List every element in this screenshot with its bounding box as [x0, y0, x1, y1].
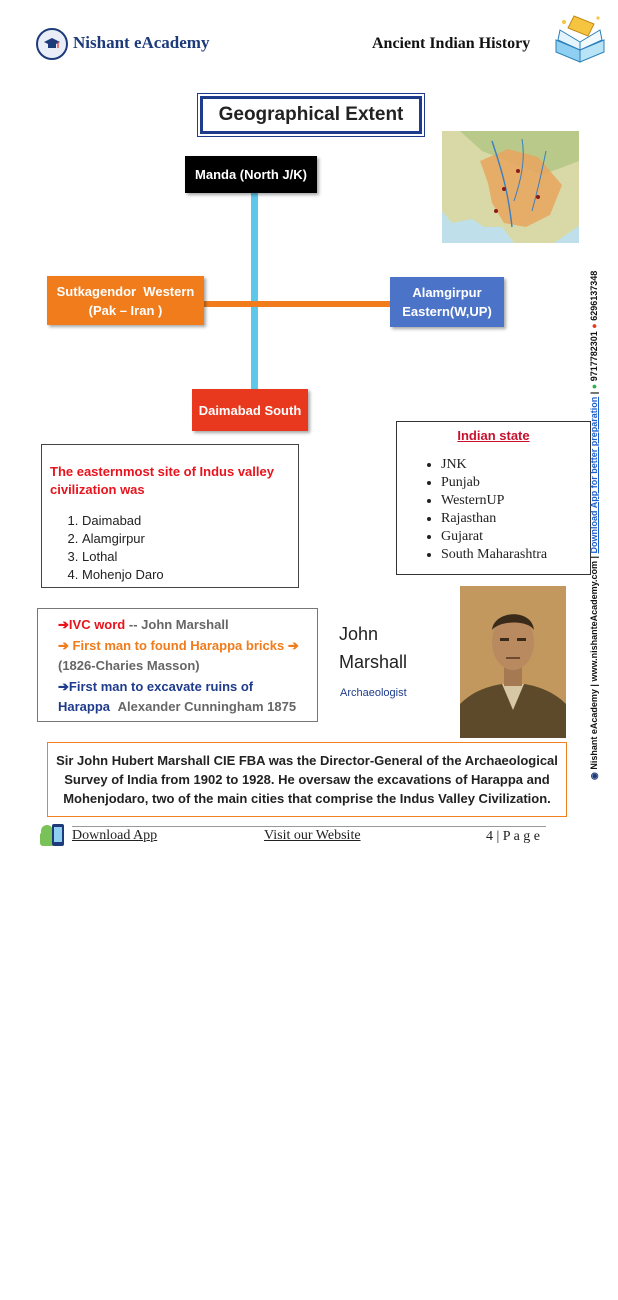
node-west-line2: (Pak – Iran )	[88, 302, 163, 318]
sidebar-logo-icon: ◉	[589, 772, 599, 780]
brand-name-part2: eAcademy	[133, 33, 210, 52]
fact-harappa-bricks: First man to found Harappa bricks	[72, 638, 285, 653]
android-app-icon[interactable]	[38, 822, 66, 850]
android-robot-icon	[38, 822, 66, 850]
map-thumbnail	[442, 131, 579, 243]
state-item: • JNK	[441, 456, 618, 474]
sidebar-download-link[interactable]: Download App for better preparation	[589, 396, 599, 554]
state-item: • Punjab	[441, 474, 618, 492]
brand-name	[73, 33, 209, 53]
arrow-right-icon: ➔	[58, 638, 69, 653]
sidebar-phone-2: 6296137348	[589, 270, 599, 321]
node-west-sutkagendor	[47, 276, 204, 325]
footer-website-link[interactable]: Visit our Website	[264, 828, 361, 843]
brand-name-part1: Nishant	[73, 33, 134, 52]
vertical-sidebar	[589, 270, 601, 1300]
page-number: 4 | P a g e	[486, 829, 540, 844]
indian-states-heading: Indian state	[457, 428, 530, 443]
section-title: Geographical Extent	[200, 96, 422, 134]
fact-line-4	[58, 679, 253, 695]
fact-harappa: Harappa	[58, 699, 111, 714]
facts-box	[37, 608, 318, 722]
quiz-option: 3. Lothal	[82, 548, 332, 566]
book-illustration	[552, 10, 608, 66]
fact-ivc-author: -- John Marshall	[128, 617, 229, 632]
person-name-first: John	[339, 624, 379, 644]
portrait-photo	[460, 586, 566, 738]
quiz-option: 4. Mohenjo Daro	[82, 566, 332, 584]
fact-line-2	[58, 638, 299, 654]
subject-title: Ancient Indian History	[372, 35, 531, 52]
quiz-box	[41, 444, 299, 588]
phone-icon: ●	[589, 323, 599, 329]
bio-text: Sir John Hubert Marshall CIE FBA was the Director-General of the Archaeological Survey of India from 1902 to 1928. He oversaw the excavations of Harappa and Mohenjodaro, two of the main cities that comprise the Indus Valley Civilization.	[56, 753, 558, 806]
sidebar-text: ◉ Nishant eAcademy | www.nishanteAcademy.com | Download App for better preparation | ● 9717782301 ● 6296137348	[589, 270, 599, 780]
graduation-cap-icon	[43, 35, 61, 53]
arrow-right-icon: ➔	[58, 679, 69, 694]
footer-divider	[72, 826, 546, 827]
open-book-icon	[552, 10, 608, 66]
fact-line-5	[58, 699, 296, 714]
fact-excavate: First man to excavate ruins of	[68, 679, 254, 694]
footer-download-app-link[interactable]: Download App	[72, 828, 158, 843]
node-east-line1: Alamgirpur	[412, 285, 482, 300]
person-role: Archaeologist	[340, 687, 407, 699]
fact-line-1	[58, 617, 229, 633]
indus-map-image	[442, 131, 579, 243]
node-south-daimabad	[192, 389, 308, 431]
node-north-label: Manda (North J/K)	[195, 167, 307, 182]
node-north-manda	[185, 156, 317, 193]
academy-logo	[36, 28, 68, 60]
sidebar-brand: Nishant eAcademy	[589, 689, 599, 770]
arrow-right-icon: ➔	[287, 638, 299, 653]
quiz-question: The easternmost site of Indus valley civilization was	[50, 464, 274, 497]
node-east-line2: Eastern(W,UP)	[402, 304, 492, 319]
node-south-label: Daimabad South	[198, 402, 302, 418]
arrow-right-icon: ➔	[58, 617, 69, 632]
sidebar-website[interactable]: www.nishanteAcademy.com	[589, 561, 599, 682]
header	[0, 0, 618, 80]
quiz-option: 2. Alamgirpur	[82, 530, 332, 548]
vertical-connector	[251, 193, 258, 402]
horizontal-connector	[204, 301, 390, 307]
person-name-last: Marshall	[339, 652, 408, 672]
state-item: • Rajasthan	[441, 510, 618, 528]
fact-cunningham: Alexander Cunningham 1875	[117, 699, 297, 714]
state-item: • WesternUP	[441, 492, 618, 510]
bio-box	[47, 742, 567, 817]
whatsapp-icon: ●	[589, 383, 599, 390]
quiz-option: 1. Daimabad	[82, 512, 332, 530]
state-item: • Gujarat	[441, 528, 618, 546]
fact-line-3: (1826-Charies Masson)	[58, 658, 200, 673]
indian-states-box	[396, 421, 591, 575]
sidebar-phone-1: 9717782301	[589, 331, 599, 382]
fact-ivc-word: IVC word	[68, 617, 126, 632]
state-item: • South Maharashtra	[441, 546, 618, 564]
quiz-options	[42, 512, 332, 584]
john-marshall-portrait-image	[460, 586, 566, 738]
indian-states-list	[397, 456, 618, 564]
node-west-line1: Sutkagendor Western	[56, 283, 195, 299]
node-east-alamgirpur	[390, 277, 504, 327]
